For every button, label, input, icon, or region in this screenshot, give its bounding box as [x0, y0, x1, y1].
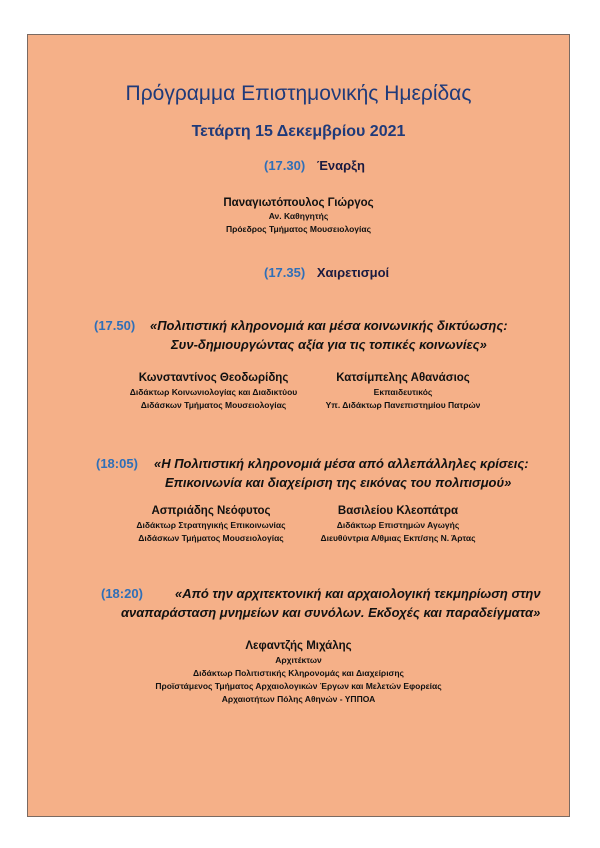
talk2-title-line2: Επικοινωνία και διαχείριση της εικόνας του πολιτισμού»	[165, 475, 512, 490]
speaker-role3: Προϊστάμενος Τμήματος Αρχαιολογικών Έργων και Μελετών Εφορείας	[155, 681, 442, 691]
greetings-label: Χαιρετισμοί	[316, 265, 390, 280]
talk1-speaker-1	[116, 372, 311, 410]
speaker-role4: Αρχαιοτήτων Πόλης Αθηνών - ΥΠΠΟΑ	[221, 694, 376, 704]
speaker-role1: Εκπαιδευτικός	[373, 387, 433, 397]
speaker-name: Λεφαντζής Μιχάλης	[245, 640, 352, 652]
speaker-role1: Αρχιτέκτων	[275, 655, 322, 665]
opening-speaker-role2: Πρόεδρος Τμήματος Μουσειολογίας	[225, 224, 372, 234]
talk2-speaker-2	[298, 505, 498, 543]
talk2-time: (18:05)	[96, 456, 138, 471]
opening-row	[264, 158, 365, 173]
opening-time: (17.30)	[264, 158, 306, 173]
talk1-title-line1: «Πολιτιστική κληρονομιά και μέσα κοινωνικής δικτύωσης:	[150, 318, 508, 333]
speaker-role2: Διευθύντρια Α/θμιας Εκπ/σης Ν. Άρτας	[320, 533, 476, 543]
talk3-title-line2: αναπαράσταση μνημείων και συνόλων. Εκδοχές και παραδείγματα»	[121, 605, 541, 620]
speaker-role1: Διδάκτωρ Στρατηγικής Επικοινωνίας	[136, 520, 286, 530]
opening-speaker-name: Παναγιωτόπουλος Γιώργος	[223, 197, 374, 209]
page-title: Πρόγραμμα Επιστημονικής Ημερίδας	[125, 82, 472, 105]
talk2-speaker-1	[116, 505, 306, 543]
opening-label: Έναρξη	[316, 158, 365, 173]
speaker-role1: Διδάκτωρ Κοινωνιολογίας και Διαδικτύου	[129, 387, 298, 397]
speaker-role2: Υπ. Διδάκτωρ Πανεπιστημίου Πατρών	[325, 400, 481, 410]
talk1-time: (17.50)	[94, 318, 136, 333]
speaker-name: Βασιλείου Κλεοπάτρα	[337, 505, 459, 517]
opening-speaker-role1: Αν. Καθηγητής	[268, 211, 329, 221]
talk1-title-line2: Συν-δημιουργώντας αξία για τις τοπικές κοινωνίες»	[171, 337, 487, 352]
event-date: Τετάρτη 15 Δεκεμβρίου 2021	[191, 123, 406, 140]
speaker-name: Κατσίμπελης Αθανάσιος	[336, 372, 470, 384]
speaker-name: Κωνσταντίνος Θεοδωρίδης	[138, 372, 289, 384]
speaker-role2: Διδάσκων Τμήματος Μουσειολογίας	[140, 400, 287, 410]
greetings-time: (17.35)	[264, 265, 306, 280]
speaker-role1: Διδάκτωρ Επιστημών Αγωγής	[336, 520, 460, 530]
talk1-speaker-2	[303, 372, 503, 410]
speaker-role2: Διδάκτωρ Πολιτιστικής Κληρονομάς και Διαχείρισης	[193, 668, 404, 678]
talk3-speaker	[28, 640, 569, 704]
greetings-row	[264, 265, 389, 280]
talk2-title-line1: «Η Πολιτιστική κληρονομιά μέσα από αλλεπάλληλες κρίσεις:	[154, 456, 529, 471]
talk3-title-line1: «Από την αρχιτεκτονική και αρχαιολογική τεκμηρίωση στην	[175, 586, 541, 601]
speaker-name: Ασπριάδης Νεόφυτος	[151, 505, 271, 517]
program-page	[27, 34, 570, 817]
speaker-role2: Διδάσκων Τμήματος Μουσειολογίας	[138, 533, 284, 543]
talk3-time: (18:20)	[101, 586, 143, 601]
